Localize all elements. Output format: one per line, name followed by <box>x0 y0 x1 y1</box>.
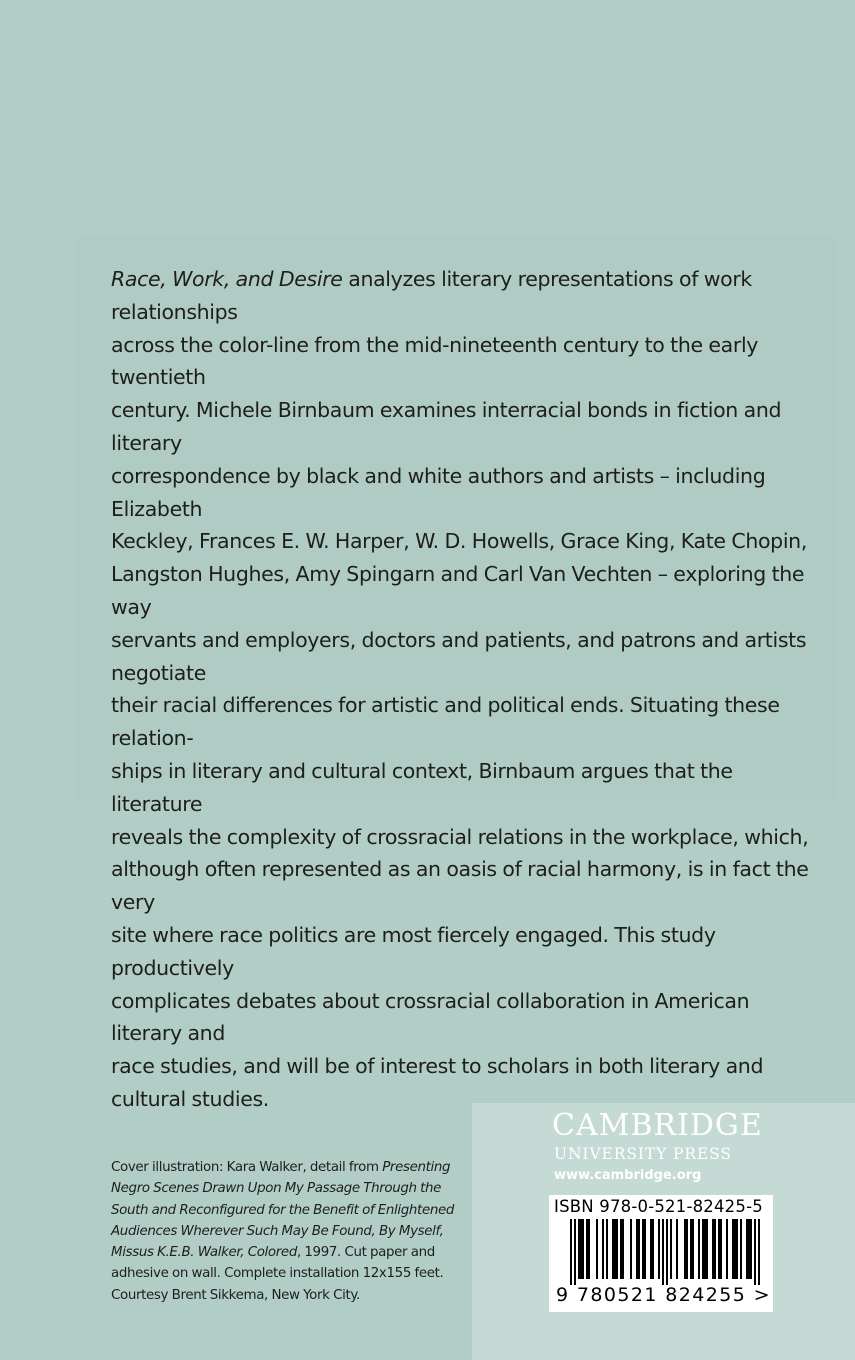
barcode-bar <box>616 1219 618 1279</box>
barcode-bar <box>748 1219 750 1279</box>
barcode-bar <box>734 1219 736 1279</box>
description-line: cultural studies. <box>111 1086 269 1111</box>
barcode-bar <box>612 1219 614 1279</box>
description-line: across the color-line from the mid-nineteenth century to the early twentieth <box>111 332 759 390</box>
barcode-bar <box>620 1219 622 1279</box>
barcode-bar <box>662 1219 664 1285</box>
barcode-bar <box>580 1219 582 1279</box>
barcode-bar <box>666 1219 668 1285</box>
barcode-bar <box>754 1219 756 1285</box>
barcode-bar <box>702 1219 704 1279</box>
barcode-bar <box>650 1219 652 1279</box>
description-line: their racial differences for artistic and political ends. Situating these relation- <box>111 693 780 751</box>
barcode-bar <box>746 1219 748 1279</box>
barcode-bar <box>574 1219 576 1285</box>
barcode-bar <box>602 1219 604 1279</box>
barcode-bar <box>658 1219 660 1279</box>
credit-details: Courtesy Brent Sikkema, New York City. <box>111 1287 360 1303</box>
barcode-bar <box>570 1219 572 1285</box>
barcode-bar <box>684 1219 686 1279</box>
barcode-bar <box>704 1219 706 1279</box>
isbn-label: ISBN 978-0-521-82425-5 <box>554 1197 763 1216</box>
barcode-bar <box>686 1219 688 1279</box>
artwork-title-part: Negro Scenes Drawn Upon My Passage Through the <box>111 1181 442 1197</box>
artwork-title-part: Presenting <box>382 1160 451 1175</box>
barcode-bar <box>652 1219 654 1279</box>
barcode-icon <box>552 1219 768 1285</box>
barcode-bar <box>692 1219 694 1279</box>
description-line: correspondence by black and white authors and artists – including Elizabeth <box>111 463 766 521</box>
barcode-bar <box>578 1219 580 1279</box>
artwork-title-part: South and Reconfigured for the Benefit of Enlightened <box>111 1202 455 1218</box>
barcode-bar <box>676 1219 678 1279</box>
barcode-bar <box>614 1219 616 1279</box>
publisher-url: www.cambridge.org <box>554 1168 702 1183</box>
description-line: servants and employers, doctors and patients, and patrons and artists negotiate <box>111 627 807 685</box>
barcode-bar <box>736 1219 738 1279</box>
barcode-bar <box>586 1219 588 1279</box>
barcode-bar <box>596 1219 598 1279</box>
barcode-bar <box>644 1219 646 1279</box>
barcode-bar <box>718 1219 720 1279</box>
barcode-bar <box>690 1219 692 1279</box>
description-line: Keckley, Frances E. W. Harper, W. D. Howells, Grace King, Kate Chopin, <box>111 529 807 554</box>
barcode-bar <box>588 1219 590 1279</box>
credit-details: , 1997. Cut paper and <box>296 1245 435 1261</box>
barcode-bar <box>758 1219 760 1285</box>
barcode-bar <box>642 1219 644 1279</box>
description-line: century. Michele Birnbaum examines interracial bonds in fiction and literary <box>111 398 782 455</box>
barcode-bar <box>630 1219 632 1279</box>
barcode-bar <box>606 1219 608 1279</box>
barcode-bar <box>740 1219 742 1279</box>
artwork-title-part: Audiences Wherever Such May Be Found, By Myself, <box>111 1223 444 1239</box>
barcode-bar <box>726 1219 728 1279</box>
barcode-bar <box>750 1219 752 1279</box>
book-title: Race, Work, and Desire <box>111 267 343 291</box>
description-line: although often represented as an oasis of racial harmony, is in fact the very <box>111 857 809 915</box>
description-line: race studies, and will be of interest to scholars in both literary and <box>111 1054 764 1079</box>
credit-intro: Cover illustration: Kara Walker, detail from <box>111 1160 383 1175</box>
barcode-bar <box>636 1219 638 1279</box>
description-line-1: analyzes literary representations of work relationships <box>111 267 752 324</box>
barcode-bar <box>638 1219 640 1279</box>
credit-details: adhesive on wall. Complete installation 12x155 feet. <box>111 1266 444 1282</box>
barcode-bar <box>698 1219 700 1279</box>
barcode-bar <box>706 1219 708 1279</box>
barcode-bar <box>732 1219 734 1279</box>
description-line: ships in literary and cultural context, Birnbaum argues that the literature <box>111 758 733 816</box>
barcode-bar <box>670 1219 672 1279</box>
barcode-digits: 9 780521 824255 > <box>556 1284 771 1306</box>
description-line: Langston Hughes, Amy Spingarn and Carl Van Vechten – exploring the way <box>111 562 805 619</box>
artwork-title-part: Missus K.E.B. Walker, Colored <box>111 1245 297 1261</box>
barcode-bar <box>622 1219 624 1279</box>
barcode-bar <box>714 1219 716 1279</box>
cover-illustration-credit <box>111 1157 466 1306</box>
barcode-bar <box>712 1219 714 1279</box>
description-line: complicates debates about crossracial collaboration in American literary and <box>111 988 750 1046</box>
description-line: site where race politics are most fiercely engaged. This study productively <box>111 922 716 980</box>
barcode-bar <box>582 1219 584 1279</box>
publisher-logo-name: CAMBRIDGE <box>552 1108 763 1143</box>
barcode-bar <box>720 1219 722 1279</box>
description-line: reveals the complexity of crossracial relations in the workplace, which, <box>111 824 809 849</box>
book-description <box>111 263 823 1116</box>
publisher-logo-press: UNIVERSITY PRESS <box>554 1145 732 1163</box>
